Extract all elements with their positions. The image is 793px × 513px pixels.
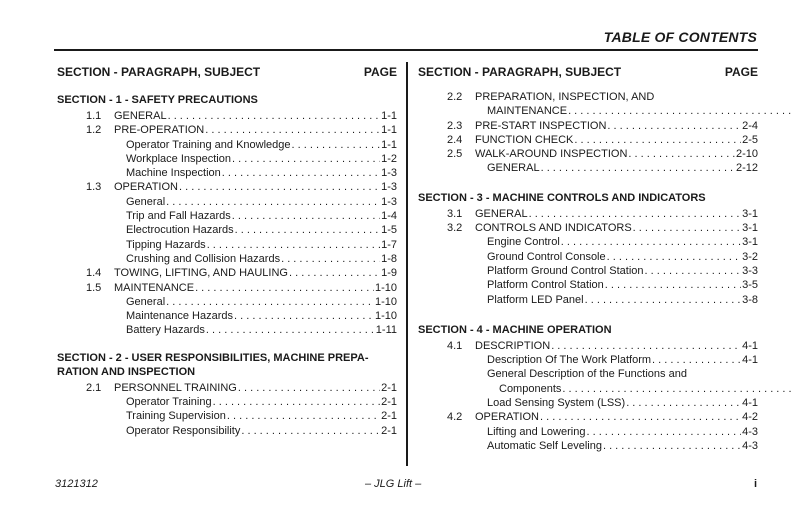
section-2-title-line2: RATION AND INSPECTION	[57, 365, 196, 378]
toc-entry-page: 2-5	[742, 133, 758, 146]
toc-entry-number: 1.3	[86, 181, 102, 194]
toc-entry-page: 1-11	[375, 324, 397, 337]
toc-entry-page: 1-1	[381, 110, 397, 122]
toc-entry-page: 1-3	[381, 181, 397, 194]
leader-dots	[238, 381, 380, 395]
toc-entry-label: Tipping Hazards	[126, 238, 206, 251]
toc-entry[interactable]	[418, 207, 758, 221]
toc-entry-page: 1-3	[381, 167, 397, 180]
leader-dots	[585, 293, 741, 307]
toc-entry-page: 2-12	[735, 162, 758, 175]
toc-entry-label: Operator Training	[126, 396, 212, 409]
toc-entry-label: DESCRIPTION	[475, 339, 551, 352]
column-header-page: PAGE	[724, 65, 758, 79]
toc-entry[interactable]	[57, 166, 397, 180]
section-3-title: SECTION - 3 - MACHINE CONTROLS AND INDICATORS	[418, 191, 706, 204]
section-3-list	[418, 207, 758, 307]
leader-dots	[168, 109, 381, 123]
leader-dots	[628, 147, 735, 161]
leader-dots	[561, 235, 741, 249]
toc-entry-number: 2.4	[447, 133, 463, 146]
toc-entry[interactable]	[418, 264, 758, 278]
toc-entry[interactable]	[418, 410, 758, 424]
column-header	[57, 64, 397, 81]
leader-dots	[195, 281, 374, 295]
toc-entry-number: 3.1	[447, 207, 463, 220]
toc-entry-label: Crushing and Collision Hazards	[126, 252, 281, 265]
toc-entry-page: 2-1	[381, 424, 397, 437]
toc-entry[interactable]	[418, 278, 758, 292]
toc-entry-number: 4.1	[447, 339, 463, 352]
toc-entry[interactable]	[418, 439, 758, 453]
toc-entry-page: 3-5	[742, 279, 758, 292]
toc-entry-page: 1-1	[381, 138, 397, 151]
leader-dots	[574, 133, 741, 147]
toc-entry[interactable]	[57, 309, 397, 323]
toc-entry-label: Machine Inspection	[126, 167, 221, 180]
toc-entry[interactable]	[57, 323, 397, 337]
leader-dots	[568, 104, 793, 118]
toc-entry[interactable]	[57, 138, 397, 152]
leader-dots	[607, 250, 741, 264]
section-1-list	[57, 109, 397, 338]
leader-dots	[529, 207, 742, 221]
page-footer	[55, 478, 757, 492]
toc-entry-number: 1.2	[86, 124, 102, 137]
toc-entry-number: 2.3	[447, 119, 463, 132]
toc-entry-label: PRE-START INSPECTION	[475, 119, 607, 132]
toc-entry-page: 4-2	[742, 411, 758, 424]
section-2-title	[57, 351, 397, 379]
toc-entry[interactable]	[418, 221, 758, 235]
footer-doc-number: 3121312	[55, 478, 98, 490]
footer-brand: – JLG Lift –	[365, 478, 422, 490]
toc-entry[interactable]	[57, 381, 397, 395]
toc-entry-page: 1-10	[374, 281, 397, 294]
toc-entry-page: 1-1	[381, 124, 397, 137]
toc-entry-label: Maintenance Hazards	[126, 310, 234, 323]
toc-entry-label: General	[126, 295, 166, 308]
section-4-list-continued	[418, 396, 758, 453]
toc-entry-label: GENERAL	[487, 162, 540, 175]
toc-entry-label: Workplace Inspection	[126, 152, 231, 165]
toc-entry-label: CONTROLS AND INDICATORS	[475, 222, 632, 235]
toc-entry-page: 1-10	[374, 310, 397, 323]
toc-entry-page: 2-1	[381, 410, 397, 423]
leader-dots	[206, 323, 375, 337]
toc-entry-label: GENERAL	[475, 207, 528, 220]
toc-entry[interactable]	[418, 161, 758, 175]
toc-entry-page: 4-1	[742, 354, 758, 367]
toc-entry[interactable]	[418, 339, 758, 353]
toc-entry-page: 1-8	[381, 252, 397, 265]
toc-entry-label: OPERATION	[475, 411, 539, 424]
toc-entry-number: 2.1	[86, 381, 102, 394]
leader-dots	[633, 221, 741, 235]
leader-dots	[235, 223, 380, 237]
toc-entry[interactable]	[57, 424, 397, 438]
toc-entry[interactable]	[418, 250, 758, 264]
toc-entry-label-cont: MAINTENANCE	[487, 105, 568, 118]
toc-entry-page: 1-5	[381, 224, 397, 237]
toc-entry-number: 2.2	[447, 91, 463, 103]
toc-entry-page: 3-1	[742, 222, 758, 235]
leader-dots	[541, 161, 735, 175]
toc-entry-label: Platform Control Station	[487, 279, 604, 292]
toc-entry[interactable]	[418, 396, 758, 410]
toc-entry-label: General	[126, 195, 166, 208]
toc-entry[interactable]	[57, 209, 397, 223]
toc-entry-page: 4-1	[742, 397, 758, 410]
toc-entry-label: PRE-OPERATION	[114, 124, 205, 137]
leader-dots	[241, 424, 380, 438]
toc-entry-label: OPERATION	[114, 181, 178, 194]
toc-entry-2-2[interactable]	[418, 90, 758, 119]
leader-dots	[292, 138, 381, 152]
toc-entry-label: Ground Control Console	[487, 250, 606, 263]
page-title: TABLE OF CONTENTS	[603, 29, 757, 45]
leader-dots	[166, 195, 380, 209]
toc-entry-label: PREPARATION, INSPECTION, AND	[475, 91, 655, 103]
leader-dots	[166, 295, 374, 309]
section-2-title-line1: SECTION - 2 - USER RESPONSIBILITIES, MACHINE PREPA-	[57, 351, 369, 364]
toc-entry[interactable]	[57, 180, 397, 194]
leader-dots	[562, 382, 793, 396]
leader-dots	[540, 410, 741, 424]
toc-entry-label: Battery Hazards	[126, 324, 205, 337]
toc-entry-label: Description Of The Work Platform	[487, 354, 652, 367]
leader-dots	[652, 353, 741, 367]
toc-entry-number: 3.2	[447, 222, 463, 235]
toc-entry-label: WALK-AROUND INSPECTION	[475, 148, 628, 161]
toc-entry[interactable]	[57, 395, 397, 409]
leader-dots	[179, 180, 380, 194]
toc-entry-page: 1-9	[381, 267, 397, 280]
toc-entry-page: 4-3	[742, 439, 758, 452]
section-1-title: SECTION - 1 - SAFETY PRECAUTIONS	[57, 94, 258, 106]
toc-entry-label: Electrocution Hazards	[126, 224, 234, 237]
toc-entry[interactable]	[418, 353, 758, 367]
toc-entry-number: 1.1	[86, 110, 102, 122]
toc-entry-label: Platform LED Panel	[487, 293, 584, 306]
leader-dots	[645, 264, 742, 278]
column-header	[418, 64, 758, 81]
toc-entry-label: Load Sensing System (LSS)	[487, 397, 626, 410]
leader-dots	[607, 119, 741, 133]
toc-entry-label: General Description of the Functions and	[487, 368, 687, 381]
toc-entry-label: GENERAL	[114, 110, 167, 122]
toc-entry[interactable]	[57, 238, 397, 252]
leader-dots	[605, 278, 741, 292]
toc-entry-label: FUNCTION CHECK	[475, 133, 574, 146]
leader-dots	[222, 166, 380, 180]
leader-dots	[232, 209, 380, 223]
toc-entry-page: 1-10	[374, 295, 397, 308]
leader-dots	[232, 152, 380, 166]
leader-dots	[551, 339, 741, 353]
toc-entry-number: 1.4	[86, 267, 102, 280]
column-header-subject: SECTION - PARAGRAPH, SUBJECT	[57, 65, 261, 79]
toc-entry[interactable]	[418, 133, 758, 147]
toc-entry-page: 2-4	[742, 119, 758, 132]
toc-entry-page: 4-3	[742, 425, 758, 438]
toc-entry-label: MAINTENANCE	[114, 281, 195, 294]
toc-entry-page: 1-7	[381, 238, 397, 251]
column-header-page: PAGE	[363, 65, 397, 79]
toc-entry-label: Training Supervision	[126, 410, 226, 423]
leader-dots	[281, 252, 380, 266]
toc-entry-page: 2-10	[735, 148, 758, 161]
toc-entry[interactable]	[418, 119, 758, 133]
toc-entry[interactable]	[57, 123, 397, 137]
toc-entry[interactable]	[57, 195, 397, 209]
toc-left-column	[57, 62, 397, 438]
toc-entry-page: 3-2	[742, 250, 758, 263]
toc-entry-label: PERSONNEL TRAINING	[114, 381, 237, 394]
toc-entry[interactable]	[57, 281, 397, 295]
column-header-subject: SECTION - PARAGRAPH, SUBJECT	[418, 65, 622, 79]
toc-entry-label: Lifting and Lowering	[487, 425, 586, 438]
toc-entry[interactable]	[57, 409, 397, 423]
toc-entry[interactable]	[418, 293, 758, 307]
toc-entry[interactable]	[57, 109, 397, 123]
toc-entry-number: 4.2	[447, 411, 463, 424]
section-4-title: SECTION - 4 - MACHINE OPERATION	[418, 323, 612, 336]
toc-entry[interactable]	[418, 367, 758, 396]
toc-entry-page: 1-4	[381, 210, 397, 223]
toc-entry[interactable]	[57, 223, 397, 237]
toc-entry-label: Operator Responsibility	[126, 424, 241, 437]
toc-entry[interactable]	[57, 295, 397, 309]
section-2-list-continued	[418, 119, 758, 176]
toc-entry[interactable]	[57, 266, 397, 280]
footer-page-number: i	[753, 478, 757, 490]
leader-dots	[227, 409, 380, 423]
toc-entry-label-cont: Components	[499, 382, 562, 395]
toc-entry-page: 1-3	[381, 195, 397, 208]
toc-entry-page: 4-1	[742, 339, 758, 352]
toc-entry-page: 3-1	[742, 236, 758, 249]
toc-entry-page: 3-3	[742, 264, 758, 277]
toc-entry-label: Operator Training and Knowledge	[126, 138, 291, 151]
toc-entry[interactable]	[418, 235, 758, 249]
leader-dots	[603, 439, 741, 453]
toc-entry-page: 2-1	[381, 381, 397, 394]
toc-entry-label: Trip and Fall Hazards	[126, 210, 231, 223]
leader-dots	[213, 395, 380, 409]
toc-entry-page: 3-8	[742, 293, 758, 306]
toc-entry-page: 3-1	[742, 207, 758, 220]
leader-dots	[626, 396, 741, 410]
toc-entry[interactable]	[418, 147, 758, 161]
toc-entry-page: 1-2	[381, 152, 397, 165]
toc-entry-page: 2-1	[381, 396, 397, 409]
toc-entry[interactable]	[57, 252, 397, 266]
leader-dots	[205, 123, 380, 137]
toc-right-column	[418, 62, 758, 453]
toc-entry-number: 1.5	[86, 281, 102, 294]
leader-dots	[586, 425, 741, 439]
leader-dots	[234, 309, 374, 323]
toc-entry-number: 2.5	[447, 148, 463, 161]
section-4-list	[418, 339, 758, 368]
leader-dots	[207, 238, 380, 252]
toc-entry-label: Engine Control	[487, 236, 560, 249]
leader-dots	[289, 266, 380, 280]
toc-entry-label: Platform Ground Control Station	[487, 264, 644, 277]
toc-entry-label: TOWING, LIFTING, AND HAULING	[114, 267, 288, 280]
toc-entry[interactable]	[57, 152, 397, 166]
column-divider	[406, 62, 408, 466]
toc-entry[interactable]	[418, 425, 758, 439]
header-rule	[54, 49, 758, 51]
toc-entry-label: Automatic Self Leveling	[487, 439, 602, 452]
section-2-list	[57, 381, 397, 438]
